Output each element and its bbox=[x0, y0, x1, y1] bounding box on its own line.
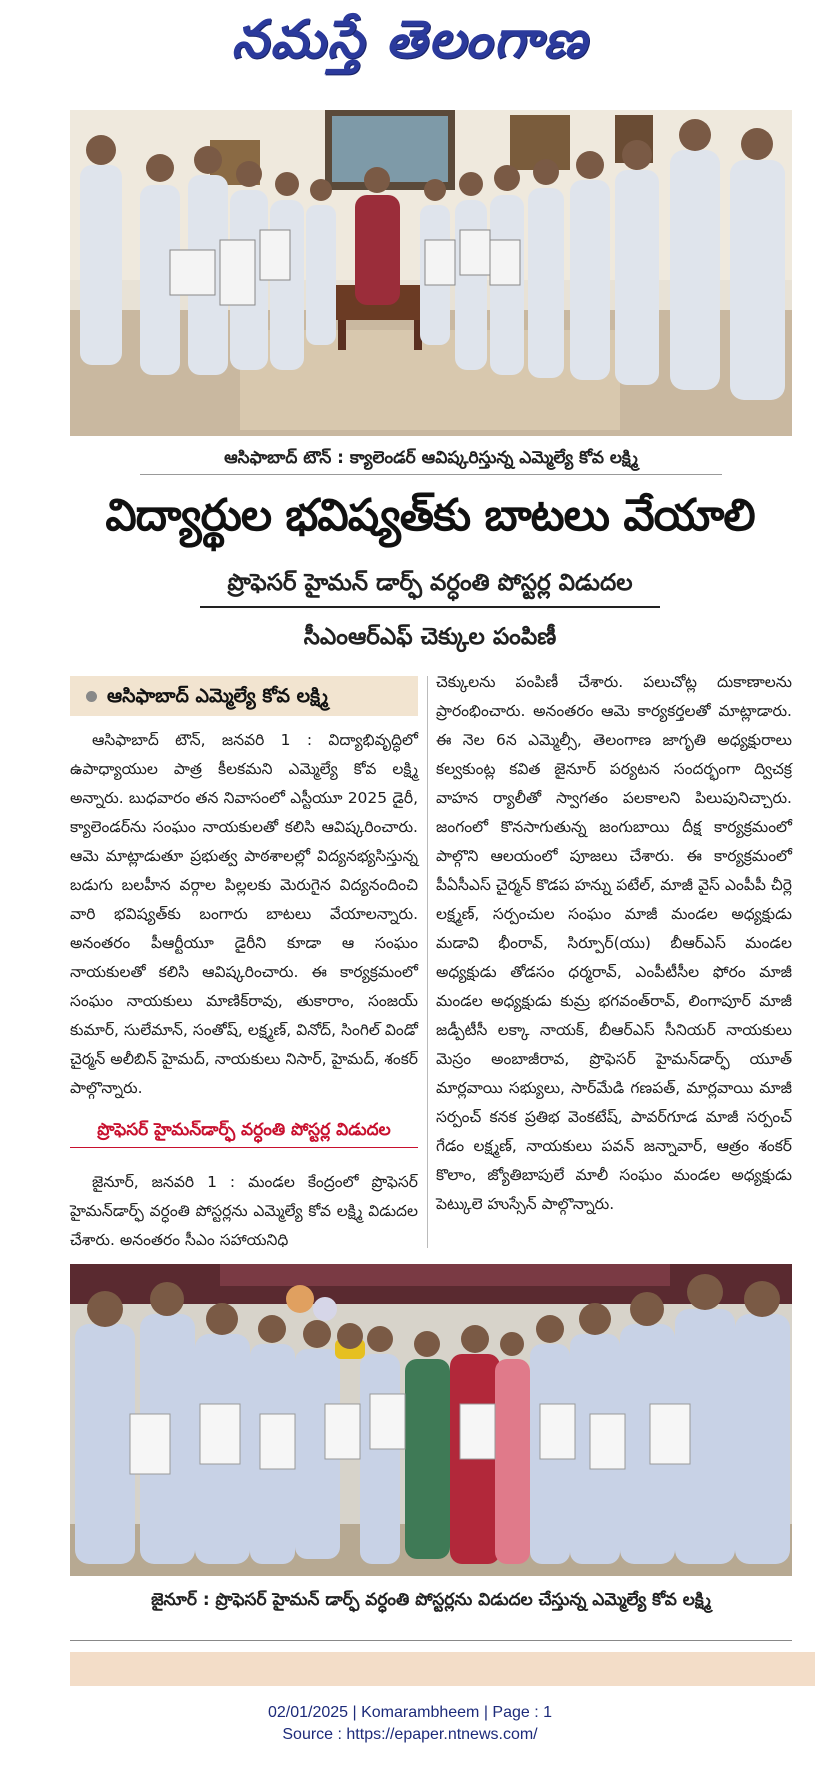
article-paragraph: ఆసిఫాబాద్ టౌన్, జనవరి 1 : విద్యాభివృద్ధిలో ఉపాధ్యాయుల పాత్ర కీలకమని ఎమ్మెల్యే కోవ లక్ష్మి అన్నారు. బుధవారం తన నివాసంలో ఎస్టీయూ 2025 డైరీ, క్యాలెండర్‌ను సంఘం నాయకులతో కలిసి ఆవిష్కరించారు. ఆమె మాట్లాడుతూ ప్రభుత్వ పాఠశాలల్లో విద్యనభ్యసిస్తున్న బడుగు బలహీన వర్గాల పిల్లలకు మెరుగైన విద్యనందించి వారి భవిష్యత్‌కు బంగారు బాటలు వేయాలన్నారు. అనంతరం పీఆర్టీయూ డైరీని కూడా ఆ సంఘం నాయకులతో కలిసి ఆవిష్కరించారు. ఈ కార్యక్రమంలో సంఘం నాయకులు మాణిక్‌రావు, తుకారాం, సంజయ్ కుమార్, సులేమాన్, సంతోష్, లక్ష్మణ్, వినోద్, సింగిల్ విండో చైర్మన్ అలీబిన్ హైమద్, నాయకులు నిసార్, హైమద్, శంకర్ పాల్గొన్నారు. bbox=[70, 731, 418, 1097]
photo-caption-bottom: జైనూర్ : ప్రొఫెసర్ హైమన్ డార్ఫ్ వర్ధంతి పోస్టర్లను విడుదల చేస్తున్న ఎమ్మెల్యే కోవ లక్ష్మి bbox=[151, 1590, 711, 1610]
page-footer bbox=[0, 1702, 820, 1746]
headline: విద్యార్థుల భవిష్యత్‌కు బాటలు వేయాలి bbox=[105, 490, 755, 541]
footer-date-edition: 02/01/2025 | Komarambheem | Page : 1 bbox=[267, 1704, 553, 1721]
red-subheading: ప్రొఫెసర్ హైమన్‌డార్ఫ్ వర్ధంతి పోస్టర్ల విడుదల bbox=[70, 1120, 418, 1148]
caption-underline bbox=[140, 474, 722, 475]
footer-source-link[interactable]: Source : https://epaper.ntnews.com/ bbox=[282, 1726, 538, 1743]
article-column-right bbox=[436, 668, 792, 1219]
byline-text: ఆసిఫాబాద్ ఎమ్మెల్యే కోవ లక్ష్మి bbox=[107, 685, 329, 707]
article-column-left-top bbox=[70, 726, 418, 1103]
subheading-1: ప్రొఫెసర్ హైమన్ డార్ఫ్ వర్ధంతి పోస్టర్ల విడుదల bbox=[200, 570, 660, 608]
bullet-icon bbox=[86, 691, 97, 702]
photo-calendar-release bbox=[70, 110, 792, 436]
photo-caption-top: ఆసిఫాబాద్ టౌన్ : క్యాలెండర్ ఆవిష్కరిస్తున్న ఎమ్మెల్యే కోవ లక్ష్మి bbox=[224, 448, 638, 468]
photo-poster-release bbox=[70, 1264, 792, 1576]
column-divider bbox=[427, 676, 428, 1248]
next-article-band bbox=[70, 1652, 815, 1686]
byline-box bbox=[70, 676, 418, 716]
article-paragraph: చెక్కులను పంపిణీ చేశారు. పలుచోట్ల దుకాణాలను ప్రారంభించారు. అనంతరం ఆమె కార్యకర్తలతో మాట్లాడారు. ఈ నెల 6న ఎమ్మెల్సీ, తెలంగాణ జాగృతి అధ్యక్షురాలు కల్వకుంట్ల కవిత జైనూర్ పర్యటన సందర్భంగా ద్విచక్ర వాహన ర్యాలీతో స్వాగతం పలకాలని పిలుపునిచ్చారు. జంగంలో కొనసాగుతున్న జంగుబాయి దీక్ష కార్యక్రమంలో పాల్గొని ఆలయంలో పూజలు చేశారు. ఈ కార్యక్రమంలో పీఏసీఎస్ చైర్మన్ కొడప హన్ను పటేల్, మాజీ వైస్ ఎంపీపీ చీర్లె లక్ష్మణ్, సర్పంచుల సంఘం మాజీ మండల అధ్యక్షుడు మడావి భీంరావ్, సిర్పూర్(యు) బీఆర్ఎస్ మండల అధ్యక్షుడు తోడసం ధర్మరావ్, ఎంపీటీసీల ఫోరం మాజీ మండల అధ్యక్షుడు కుమ్ర భగవంత్‌రావ్, లింగాపూర్ మాజీ జడ్పీటీసీ లక్కా నాయక్, బీఆర్ఎస్ సీనియర్ నాయకులు మెస్రం అంబాజీరావ, ప్రొఫెసర్ హైమన్‌డార్ఫ్ యూత్ మార్లవాయి సభ్యులు, సార్‌మేడి గణపత్, మార్లవాయి మాజీ సర్పంచ్ కనక ప్రతిభ వెంకటేష్, పావర్‌గూడ మాజీ సర్పంచ్ గేడం లక్ష్మణ్, నాయకులు పవన్ జన్నావార్, ఆత్రం శంకర్ కొలాం, జ్యోతిబాపులే మాలీ సంఘం మండల అధ్యక్షుడు పెట్కులె హుస్సేన్ పాల్గొన్నారు. bbox=[436, 673, 792, 1213]
article-paragraph: జైనూర్, జనవరి 1 : మండల కేంద్రంలో ప్రొఫెసర్ హైమన్‌డార్ఫ్ వర్ధంతి పోస్టర్లను ఎమ్మెల్యే కోవ లక్ష్మి విడుదల చేశారు. అనంతరం సీఎం సహాయనిధి bbox=[70, 1173, 418, 1249]
subheading-2: సీఎంఆర్ఎఫ్ చెక్కుల పంపిణీ bbox=[303, 624, 557, 650]
divider-line bbox=[70, 1640, 792, 1641]
newspaper-logo: నమస్తే తెలంగాణ bbox=[231, 10, 589, 70]
masthead bbox=[0, 0, 820, 100]
article-column-left-bottom bbox=[70, 1168, 418, 1255]
